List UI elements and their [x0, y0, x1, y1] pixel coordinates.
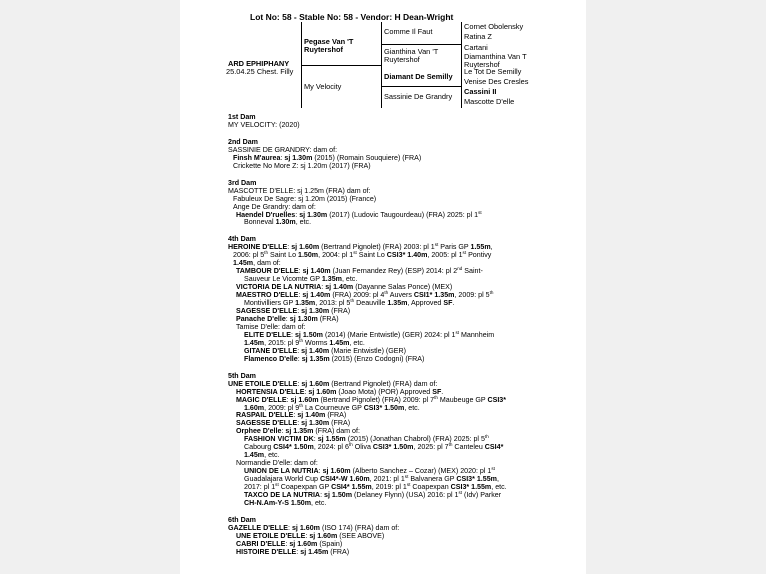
- entry-text: Maubeuge GP: [437, 395, 488, 404]
- entry-text: SAGESSE D'ELLE: [236, 419, 298, 428]
- entry-text: CSI3* 1.55m: [456, 475, 497, 484]
- entry-text: FASHION VICTIM DK: [244, 435, 314, 444]
- entry-text: SASSINIE DE GRANDRY: dam of:: [228, 145, 338, 154]
- section-heading: 1st Dam: [228, 113, 256, 121]
- entry-text: , dam of:: [253, 259, 281, 268]
- entry-text: Orphee D'elle: [236, 427, 282, 436]
- entry-text: Cabourg: [244, 443, 274, 452]
- entry-text: Ange De Grandry: dam of:: [233, 202, 316, 211]
- entry-text: sj 1.60m: [301, 379, 330, 388]
- entry-text: , etc.: [341, 275, 358, 284]
- entry-text: Saint-: [462, 267, 483, 276]
- entry-text: sj 1.60m: [308, 387, 337, 396]
- entry-text: (2015) (Romain Souquiere) (FRA): [312, 153, 422, 162]
- ordinal-suffix: th: [264, 250, 269, 256]
- entry-text: :: [287, 243, 292, 252]
- ordinal-suffix: st: [353, 250, 357, 256]
- entry-text: CSI3*: [487, 395, 506, 404]
- entry-text: :: [281, 427, 286, 436]
- entry-text: sj 1.30m: [289, 314, 318, 323]
- ordinal-suffix: st: [462, 250, 467, 256]
- entry-text: Bonneval: [244, 218, 276, 227]
- entry-text: Auvers: [388, 291, 414, 300]
- entry-text: :: [286, 395, 291, 404]
- entry-line: [228, 122, 580, 130]
- entry-text: (2015) (Enzo Codogni) (FRA): [329, 354, 425, 363]
- entry-text: (FRA): [328, 547, 350, 556]
- entry-text: sj 1.50m: [324, 490, 353, 499]
- entry-text: SF: [443, 299, 453, 308]
- ordinal-suffix: st: [491, 466, 495, 472]
- entry-text: , 2015: pl 9: [264, 338, 300, 347]
- entry-text: :: [291, 330, 295, 339]
- ordinal-suffix: nd: [457, 266, 463, 272]
- pedigree-divider: [461, 22, 462, 108]
- horse-name: ARD EPHIPHANY: [228, 59, 290, 68]
- entry-text: sj 1.60m: [290, 395, 319, 404]
- gen4-item: Mascotte D'elle: [464, 97, 515, 106]
- entry-text: Mannheim: [459, 330, 495, 339]
- section-heading: 6th Dam: [228, 515, 256, 524]
- section-heading: 5th Dam: [228, 371, 256, 380]
- entry-text: .: [452, 299, 455, 308]
- entry-text: CABRI D'ELLE: [236, 539, 286, 548]
- ordinal-suffix: st: [434, 242, 439, 248]
- entry-text: MY VELOCITY: (2020): [228, 120, 300, 129]
- entry-line: [228, 549, 580, 557]
- gen4-item: Ratina Z: [464, 32, 492, 41]
- entry-text: :: [285, 314, 290, 323]
- gen3-item: Sassinie De Grandry: [384, 92, 453, 101]
- entry-text: :: [297, 419, 302, 428]
- entry-text: Flamenco D'elle: [244, 354, 298, 363]
- entry-text: HORTENSIA D'ELLE: [236, 387, 305, 396]
- entry-text: CSI1* 1.35m: [413, 291, 455, 300]
- entry-text: Balvanera GP: [408, 475, 457, 484]
- entry-text: UNION DE LA NUTRIA: [244, 467, 319, 476]
- entry-text: (Idv) Parker: [462, 490, 502, 499]
- entry-text: SF: [432, 387, 442, 396]
- entry-text: :: [288, 523, 292, 532]
- entry-text: sj 1.30m: [284, 153, 313, 162]
- entry-line: [228, 219, 580, 227]
- sire-name: Pegase Van 'T Ruytershof: [304, 37, 354, 55]
- entry-text: Guadalajara World Cup: [244, 475, 320, 484]
- entry-text: , 2021: pl 1: [369, 475, 405, 484]
- entry-text: Crickette No More Z: sj 1.20m (2017) (FRA): [233, 161, 371, 170]
- entry-text: :: [321, 283, 326, 292]
- entry-text: (ISO 174) (FRA) dam of:: [319, 523, 400, 532]
- entry-text: Pontivy: [466, 251, 492, 260]
- entry-text: :: [297, 346, 302, 355]
- entry-text: CSI3* 1.55m: [450, 483, 492, 492]
- entry-text: 1.35m: [387, 299, 408, 308]
- entry-text: MAGIC D'ELLE: [236, 395, 287, 404]
- entry-text: :: [297, 379, 302, 388]
- entry-text: CSI4*-W 1.60m: [319, 475, 370, 484]
- entry-text: Worms: [303, 338, 330, 347]
- entry-text: La Courneuve GP: [303, 403, 364, 412]
- ordinal-suffix: th: [489, 290, 494, 296]
- entry-text: Coapexpan: [410, 483, 451, 492]
- entry-text: 1.30m: [275, 218, 296, 227]
- entry-text: 2017: pl 1: [244, 483, 276, 492]
- gen4-item: Cartani: [464, 43, 488, 52]
- entry-text: sj 1.60m: [291, 523, 320, 532]
- entry-text: CSI3* 1.50m: [363, 403, 405, 412]
- entry-text: (FRA): [329, 419, 351, 428]
- entry-text: (Marie Entwistle) (GER): [329, 346, 407, 355]
- entry-text: :: [305, 531, 310, 540]
- entry-text: :: [295, 210, 300, 219]
- entry-text: , 2009: pl 5: [454, 291, 490, 300]
- entry-text: .: [441, 387, 444, 396]
- entry-text: sj 1.60m: [289, 539, 318, 548]
- horse-details: 25.04.25 Chest. Filly: [226, 67, 294, 76]
- entry-text: 1.55m: [470, 243, 491, 252]
- entry-text: :: [293, 411, 298, 420]
- entry-text: (FRA): [325, 411, 347, 420]
- entry-text: (2014) (Marie Entwistle) (GER) 2024: pl 1: [322, 330, 456, 339]
- pedigree-divider: [381, 22, 382, 108]
- ordinal-suffix: th: [484, 434, 489, 440]
- entry-text: :: [318, 467, 323, 476]
- entry-text: HISTOIRE D'ELLE: [236, 547, 297, 556]
- entry-text: , 2024: pl 6: [313, 443, 349, 452]
- entry-text: sj 1.35m: [285, 427, 314, 436]
- gen4-item: Venise Des Cresles: [464, 77, 529, 86]
- entry-text: (FRA): [317, 314, 339, 323]
- entry-text: , 2009: pl 9: [264, 403, 300, 412]
- entry-text: (Spain): [317, 539, 343, 548]
- entry-text: TAMBOUR D'ELLE: [236, 267, 299, 276]
- entry-text: 2006: pl 5: [233, 251, 265, 260]
- entry-text: GAZELLE D'ELLE: [228, 523, 289, 532]
- ordinal-suffix: th: [299, 337, 304, 343]
- gen4-item: Diamanthina Van T Ruytershof: [464, 52, 527, 70]
- entry-text: (Delaney Flynn) (USA) 2016: pl 1: [352, 490, 459, 499]
- entry-text: sj 1.35m: [301, 354, 330, 363]
- entry-line: [228, 356, 580, 364]
- entry-text: 1.45m: [329, 338, 350, 347]
- entry-text: :: [280, 153, 285, 162]
- entry-text: , 2025: pl 7: [413, 443, 449, 452]
- ordinal-suffix: st: [404, 474, 409, 480]
- entry-text: RASPAIL D'ELLE: [236, 411, 294, 420]
- entry-text: sj 1.45m: [300, 547, 329, 556]
- gen4-item: Le Tot De Semilly: [464, 67, 522, 76]
- entry-text: :: [296, 547, 301, 556]
- entry-text: :: [298, 267, 303, 276]
- entry-text: sj 1.40m: [297, 411, 326, 420]
- entry-text: sj 1.40m: [302, 267, 331, 276]
- entry-text: , 2013: pl 5: [315, 299, 351, 308]
- entry-text: sj 1.30m: [299, 210, 328, 219]
- entry-text: sj 1.60m: [309, 531, 338, 540]
- entry-text: Sauveur Le Vicomte GP: [244, 275, 322, 284]
- entry-text: sj 1.60m: [322, 467, 351, 476]
- entry-text: GITANE D'ELLE: [244, 346, 298, 355]
- pedigree-divider: [381, 86, 461, 87]
- pedigree-divider: [301, 65, 381, 66]
- entry-text: SAGESSE D'ELLE: [236, 307, 298, 316]
- pedigree-divider: [381, 44, 461, 45]
- entry-text: Saint Lo: [268, 251, 298, 260]
- entry-text: , etc.: [295, 218, 312, 227]
- entry-text: VICTORIA DE LA NUTRIA: [236, 283, 322, 292]
- ordinal-suffix: th: [448, 442, 453, 448]
- entry-text: :: [298, 291, 303, 300]
- entry-text: sj 1.50m: [294, 330, 323, 339]
- entry-text: sj 1.40m: [325, 283, 354, 292]
- entry-text: Finsh M'aurea: [233, 153, 281, 162]
- entry-text: sj 1.40m: [302, 291, 331, 300]
- entry-text: Normandie D'elle: dam of:: [236, 459, 318, 468]
- entry-text: MASCOTTE D'ELLE: sj 1.25m (FRA) dam of:: [228, 186, 371, 195]
- entry-text: Tamise D'elle: dam of:: [236, 322, 306, 331]
- ordinal-suffix: st: [275, 482, 279, 488]
- entry-text: , etc.: [491, 483, 507, 492]
- entry-text: sj 1.40m: [301, 346, 330, 355]
- entry-text: , etc.: [311, 498, 327, 507]
- entry-text: Fabuleux De Sagre: sj 1.20m (2015) (France): [233, 194, 377, 203]
- entry-line: [228, 444, 580, 452]
- family-text: [228, 114, 580, 557]
- entry-text: Coapexpan GP: [278, 483, 332, 492]
- entry-text: TAXCO DE LA NUTRIA: [244, 490, 321, 499]
- entry-text: CSI4*: [484, 443, 504, 452]
- entry-text: 1.60m: [244, 403, 265, 412]
- ordinal-suffix: th: [348, 442, 353, 448]
- entry-text: 1.45m: [244, 451, 265, 460]
- entry-line: [228, 500, 580, 508]
- entry-text: 1.45m: [244, 338, 265, 347]
- entry-text: (2017) (Ludovic Taugourdeau) (FRA) 2025: pl 1: [327, 210, 479, 219]
- entry-text: , 2019: pl 1: [371, 483, 407, 492]
- entry-text: ELITE D'ELLE: [244, 330, 292, 339]
- entry-text: Saint Lo: [356, 251, 387, 260]
- section-heading: 4th Dam: [228, 235, 256, 244]
- entry-text: :: [313, 435, 318, 444]
- entry-text: (FRA) dam of:: [313, 427, 360, 436]
- entry-text: Canteleu: [452, 443, 485, 452]
- entry-text: (Juan Fernandez Rey) (ESP) 2014: pl 2: [330, 267, 458, 276]
- entry-line: [228, 163, 580, 171]
- entry-text: CH-N.Am-Y-S 1.50m: [244, 498, 312, 507]
- entry-text: , 2004: pl 1: [318, 251, 354, 260]
- entry-text: Haendel D'ruelles: [236, 210, 296, 219]
- entry-text: (FRA) 2009: pl 4: [330, 291, 385, 300]
- entry-text: 1.35m: [321, 275, 342, 284]
- entry-text: MAESTRO D'ELLE: [236, 291, 299, 300]
- entry-text: CSI3* 1.40m: [386, 251, 428, 260]
- gen3-item: Gianthina Van 'T Ruytershof: [384, 47, 439, 65]
- ordinal-suffix: st: [406, 482, 411, 488]
- entry-text: (Alberto Sanchez – Cozar) (MEX) 2020: pl 1: [350, 467, 492, 476]
- ordinal-suffix: th: [350, 298, 355, 304]
- entry-text: ,: [496, 475, 499, 484]
- entry-text: Paris GP: [438, 243, 471, 252]
- entry-text: CSI4* 1.55m: [331, 483, 372, 492]
- entry-text: , etc.: [404, 403, 420, 412]
- entry-text: , 2005: pl 1: [427, 251, 463, 260]
- entry-text: ,: [490, 243, 493, 252]
- entry-text: (Bertrand Pignolet) (FRA) 2009: pl 7: [318, 395, 435, 404]
- section-heading: 3rd Dam: [228, 178, 257, 187]
- gen3-item: Comme Il Faut: [384, 27, 433, 36]
- gen4-item: Cassini II: [464, 87, 497, 96]
- entry-text: :: [297, 307, 302, 316]
- ordinal-suffix: th: [384, 290, 389, 296]
- entry-text: 1.35m: [295, 299, 316, 308]
- entry-text: HEROINE D'ELLE: [228, 243, 288, 252]
- entry-text: sj 1.60m: [291, 243, 320, 252]
- entry-text: (FRA): [329, 307, 351, 316]
- ordinal-suffix: st: [455, 329, 460, 335]
- entry-text: (Dayanne Salas Ponce) (MEX): [353, 283, 453, 292]
- entry-text: Montivilliers GP: [244, 299, 296, 308]
- entry-text: 1.45m: [233, 259, 254, 268]
- entry-text: :: [297, 354, 302, 363]
- entry-text: sj 1.30m: [301, 307, 330, 316]
- entry-text: UNE ETOILE D'ELLE: [228, 379, 298, 388]
- gen3-item: Diamant De Semilly: [384, 72, 453, 81]
- ordinal-suffix: st: [478, 209, 482, 215]
- entry-text: , etc.: [264, 451, 280, 460]
- entry-text: Deauville: [354, 299, 388, 308]
- gen4-item: Cornet Obolensky: [464, 22, 524, 31]
- entry-text: :: [285, 539, 290, 548]
- entry-text: :: [320, 490, 325, 499]
- entry-text: (2015) (Jonathan Chabrol) (FRA) 2025: pl 5: [345, 435, 485, 444]
- entry-text: 1.50m: [298, 251, 319, 260]
- dam-name: My Velocity: [304, 82, 342, 91]
- entry-text: Panache D'elle: [236, 314, 286, 323]
- entry-text: CSI3* 1.50m: [372, 443, 414, 452]
- ordinal-suffix: th: [434, 394, 438, 400]
- section-heading: 2nd Dam: [228, 137, 258, 146]
- entry-text: UNE ETOILE D'ELLE: [236, 531, 306, 540]
- ordinal-suffix: th: [299, 402, 304, 408]
- entry-text: (SEE ABOVE): [337, 531, 385, 540]
- lot-header: Lot No: 58 - Stable No: 58 - Vendor: H Dean-Wright: [250, 12, 454, 22]
- entry-text: (Bertrand Pignolet) (FRA) 2003: pl 1: [319, 243, 435, 252]
- entry-text: (Bertrand Pignolet) (FRA) dam of:: [329, 379, 438, 388]
- entry-text: :: [304, 387, 309, 396]
- entry-text: , etc.: [349, 338, 365, 347]
- entry-text: sj 1.55m: [317, 435, 346, 444]
- entry-text: , Approved: [407, 299, 444, 308]
- entry-text: CSI4* 1.50m: [273, 443, 314, 452]
- entry-text: sj 1.30m: [301, 419, 330, 428]
- entry-text: (Joao Mota) (POR) Approved: [336, 387, 433, 396]
- ordinal-suffix: st: [458, 489, 463, 495]
- entry-text: Oliva: [352, 443, 373, 452]
